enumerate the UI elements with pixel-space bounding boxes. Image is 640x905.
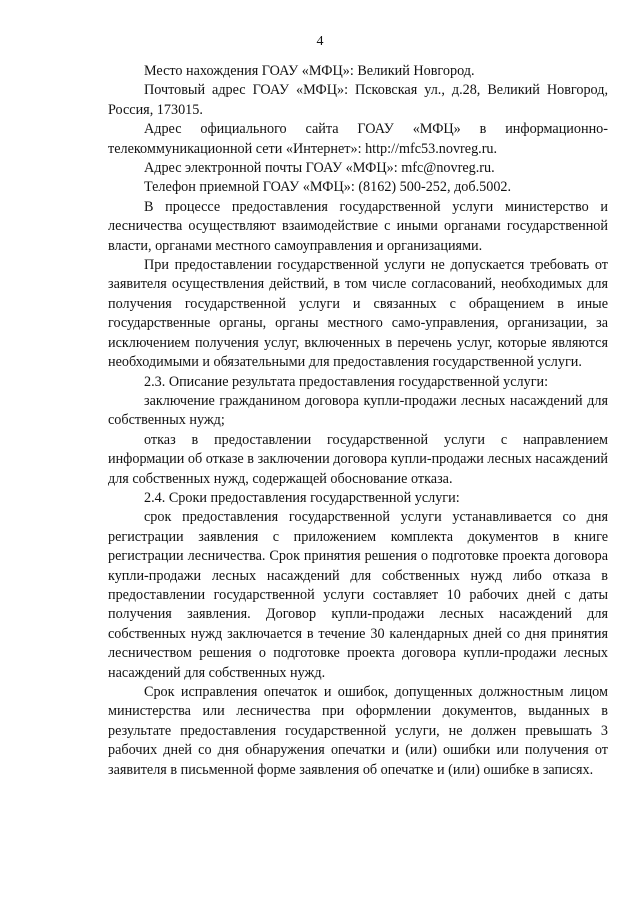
paragraph-error-correction: Срок исправления опечаток и ошибок, допущенных должностным лицом министерства или лесничества при оформлении документов, выданных в результате предоставления государственной услуги, не должен превышать 3 рабочих дней со дня обнаружения опечатки и (или) ошибки или получения от заявителя в письменной форме заявления об опечатке и (или) ошибке в записях.: [108, 684, 608, 778]
paragraph-email-address: Адрес электронной почты ГОАУ «МФЦ»: mfc@novreg.ru.: [144, 160, 495, 177]
paragraph-phone: Телефон приемной ГОАУ «МФЦ»: (8162) 500-252, доб.5002.: [144, 179, 512, 196]
paragraph-mfc-location: Место нахождения ГОАУ «МФЦ»: Великий Новгород.: [144, 63, 475, 79]
paragraph-result-contract: заключение гражданином договора купли-продажи лесных насаждений для собственных нужд;: [108, 392, 608, 429]
page-number: 4: [316, 34, 324, 49]
paragraph-service-terms: срок предоставления государственной услуги устанавливается со дня регистрации заявления с приложением комплекта документов в книге регистрации лесничества. Срок принятия решения о подготовке проекта договора купли-продажи лесных насаждений для собственных нужд либо отказа в предоставлении государственной услуги составляет 10 рабочих дней с даты получения заявления. Договор купли-продажи лесных насаждений для собственных нужд заключается в течение 30 календарных дней со дня принятия лесничеством решения о подготовке проекта договора купли-продажи лесных насаждений для собственных нужд.: [108, 509, 608, 681]
document-body: [108, 62, 608, 780]
paragraph-prohibited-requirements: При предоставлении государственной услуги не допускается требовать от заявителя осуществления действий, в том числе согласований, необходимых для получения государственной услуги и связанных с обращением в иные государственные органы, органы местного само-управления, организации, за исключением получения услуг, включенных в перечень услуг, которые являются необходимыми и обязательными для предоставления государственной услуги.: [108, 257, 608, 371]
paragraph-interaction: В процессе предоставления государственной услуги министерство и лесничества осуществляют взаимодействие с иными органами государственной власти, органами местного самоуправления и организациями.: [108, 198, 608, 254]
section-heading-2-4: 2.4. Сроки предоставления государственной услуги:: [144, 489, 460, 506]
paragraph-result-refusal: отказ в предоставлении государственной услуги с направлением информации об отказе в заключении договора купли-продажи лесных насаждений для собственных нужд, содержащей обоснование отказа.: [108, 431, 608, 487]
section-heading-2-3: 2.3. Описание результата предоставления государственной услуги:: [144, 373, 549, 390]
paragraph-postal-address: Почтовый адрес ГОАУ «МФЦ»: Псковская ул., д.28, Великий Новгород, Россия, 173015.: [108, 82, 608, 118]
paragraph-website-address: Адрес официального сайта ГОАУ «МФЦ» в информационно-телекоммуникационной сети «Интернет»: http://mfc53.novreg.ru.: [108, 121, 608, 157]
